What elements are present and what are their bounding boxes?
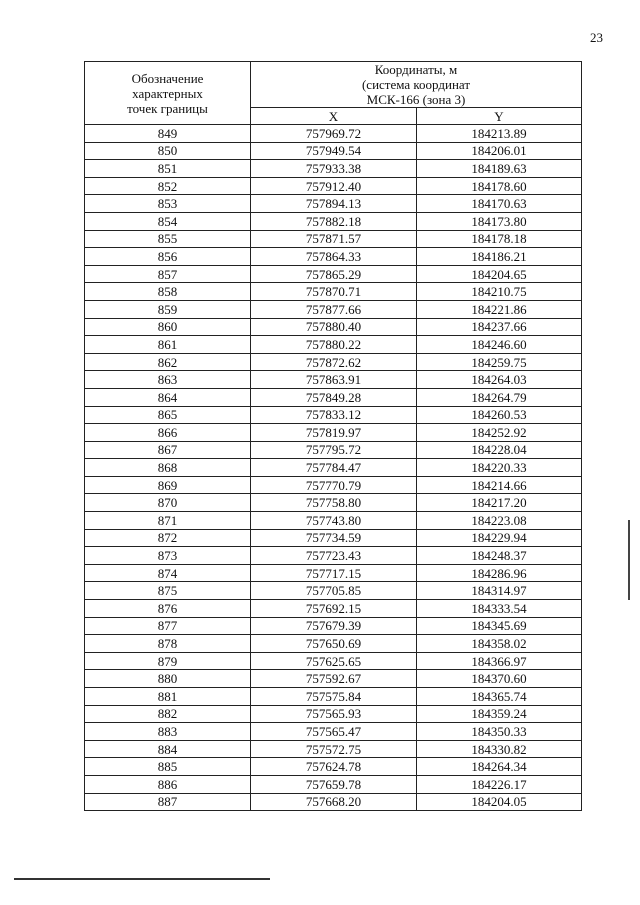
table-row	[85, 775, 582, 793]
table-row	[85, 652, 582, 670]
x-coordinate-cell: 757949.54	[251, 142, 417, 160]
y-coordinate-cell: 184314.97	[417, 582, 582, 600]
x-coordinate-cell: 757784.47	[251, 459, 417, 477]
y-coordinate-cell: 184264.34	[417, 758, 582, 776]
table-row	[85, 617, 582, 635]
table-row	[85, 494, 582, 512]
x-coordinate-cell: 757849.28	[251, 388, 417, 406]
point-cell: 857	[85, 265, 251, 283]
y-coordinate-cell: 184259.75	[417, 353, 582, 371]
table-row	[85, 476, 582, 494]
table-row	[85, 441, 582, 459]
table-row	[85, 582, 582, 600]
table-row	[85, 283, 582, 301]
x-coordinate-cell: 757565.47	[251, 723, 417, 741]
table-row	[85, 670, 582, 688]
x-coordinate-cell: 757770.79	[251, 476, 417, 494]
point-cell: 882	[85, 705, 251, 723]
x-coordinate-cell: 757758.80	[251, 494, 417, 512]
coordinates-header	[251, 62, 582, 108]
y-coordinate-cell: 184252.92	[417, 424, 582, 442]
table-row	[85, 635, 582, 653]
x-coordinate-cell: 757880.22	[251, 336, 417, 354]
x-coordinate-cell: 757572.75	[251, 740, 417, 758]
y-coordinate-cell: 184220.33	[417, 459, 582, 477]
point-cell: 868	[85, 459, 251, 477]
point-cell: 866	[85, 424, 251, 442]
table-row	[85, 248, 582, 266]
point-cell: 873	[85, 547, 251, 565]
y-coordinate-cell: 184173.80	[417, 212, 582, 230]
y-coordinate-cell: 184213.89	[417, 125, 582, 143]
y-coordinate-cell: 184206.01	[417, 142, 582, 160]
point-cell: 887	[85, 793, 251, 811]
table-row	[85, 125, 582, 143]
y-coordinate-cell: 184246.60	[417, 336, 582, 354]
x-coordinate-cell: 757795.72	[251, 441, 417, 459]
x-coordinate-cell: 757565.93	[251, 705, 417, 723]
x-coordinate-cell: 757659.78	[251, 775, 417, 793]
point-cell: 860	[85, 318, 251, 336]
point-cell: 852	[85, 177, 251, 195]
table-row	[85, 353, 582, 371]
table-row	[85, 265, 582, 283]
point-cell: 855	[85, 230, 251, 248]
x-coordinate-cell: 757734.59	[251, 529, 417, 547]
x-coordinate-cell: 757723.43	[251, 547, 417, 565]
y-coordinate-cell: 184350.33	[417, 723, 582, 741]
x-coordinate-cell: 757872.62	[251, 353, 417, 371]
x-coordinate-cell: 757870.71	[251, 283, 417, 301]
point-cell: 870	[85, 494, 251, 512]
point-cell: 880	[85, 670, 251, 688]
point-cell: 851	[85, 160, 251, 178]
x-coordinate-cell: 757882.18	[251, 212, 417, 230]
point-cell: 885	[85, 758, 251, 776]
x-coordinate-cell: 757894.13	[251, 195, 417, 213]
x-coordinate-cell: 757679.39	[251, 617, 417, 635]
point-cell: 850	[85, 142, 251, 160]
point-cell: 876	[85, 600, 251, 618]
coords-header-line-2: (система координат	[361, 77, 471, 92]
point-cell: 863	[85, 371, 251, 389]
table-row	[85, 160, 582, 178]
x-coordinate-cell: 757912.40	[251, 177, 417, 195]
point-cell: 861	[85, 336, 251, 354]
table-row	[85, 424, 582, 442]
x-coordinate-cell: 757819.97	[251, 424, 417, 442]
point-cell: 875	[85, 582, 251, 600]
point-cell: 865	[85, 406, 251, 424]
table-row	[85, 793, 582, 811]
coords-header-line-1: Координаты, м	[374, 62, 458, 77]
y-coordinate-cell: 184366.97	[417, 652, 582, 670]
table-row	[85, 318, 582, 336]
y-coordinate-cell: 184229.94	[417, 529, 582, 547]
y-coordinate-cell: 184359.24	[417, 705, 582, 723]
x-coordinate-cell: 757863.91	[251, 371, 417, 389]
x-coordinate-cell: 757877.66	[251, 300, 417, 318]
y-coordinate-cell: 184370.60	[417, 670, 582, 688]
y-coordinate-cell: 184178.60	[417, 177, 582, 195]
coordinates-table	[84, 61, 582, 811]
x-column-header: X	[251, 108, 417, 125]
page-number: 23	[590, 30, 603, 45]
table-row	[85, 564, 582, 582]
point-cell: 864	[85, 388, 251, 406]
table-row	[85, 177, 582, 195]
y-coordinate-cell: 184189.63	[417, 160, 582, 178]
table-row	[85, 336, 582, 354]
y-coordinate-cell: 184237.66	[417, 318, 582, 336]
y-column-header: Y	[417, 108, 582, 125]
margin-mark	[628, 520, 630, 600]
x-coordinate-cell: 757865.29	[251, 265, 417, 283]
footer-rule	[14, 878, 270, 880]
table-row	[85, 547, 582, 565]
x-coordinate-cell: 757717.15	[251, 564, 417, 582]
table-row	[85, 688, 582, 706]
point-cell: 874	[85, 564, 251, 582]
y-coordinate-cell: 184186.21	[417, 248, 582, 266]
point-cell: 856	[85, 248, 251, 266]
x-coordinate-cell: 757880.40	[251, 318, 417, 336]
y-coordinate-cell: 184217.20	[417, 494, 582, 512]
point-cell: 867	[85, 441, 251, 459]
header-row	[85, 62, 582, 108]
y-coordinate-cell: 184226.17	[417, 775, 582, 793]
y-coordinate-cell: 184221.86	[417, 300, 582, 318]
x-coordinate-cell: 757833.12	[251, 406, 417, 424]
point-cell: 858	[85, 283, 251, 301]
coords-header-line-3: МСК-166 (зона 3)	[366, 92, 466, 107]
x-coordinate-cell: 757692.15	[251, 600, 417, 618]
table-row	[85, 723, 582, 741]
table-row	[85, 600, 582, 618]
table-row	[85, 371, 582, 389]
y-coordinate-cell: 184228.04	[417, 441, 582, 459]
x-coordinate-cell: 757705.85	[251, 582, 417, 600]
point-cell: 884	[85, 740, 251, 758]
y-coordinate-cell: 184204.05	[417, 793, 582, 811]
table-row	[85, 459, 582, 477]
point-cell: 878	[85, 635, 251, 653]
point-cell: 879	[85, 652, 251, 670]
y-coordinate-cell: 184260.53	[417, 406, 582, 424]
x-coordinate-cell: 757592.67	[251, 670, 417, 688]
y-coordinate-cell: 184210.75	[417, 283, 582, 301]
point-cell: 854	[85, 212, 251, 230]
table-row	[85, 705, 582, 723]
point-cell: 869	[85, 476, 251, 494]
point-cell: 881	[85, 688, 251, 706]
y-coordinate-cell: 184214.66	[417, 476, 582, 494]
point-header-line-1: Обозначение	[131, 70, 204, 86]
y-coordinate-cell: 184178.18	[417, 230, 582, 248]
y-coordinate-cell: 184223.08	[417, 512, 582, 530]
table-row	[85, 230, 582, 248]
y-coordinate-cell: 184170.63	[417, 195, 582, 213]
point-cell: 872	[85, 529, 251, 547]
point-cell: 862	[85, 353, 251, 371]
point-header-line-3: точек границы	[127, 100, 208, 116]
y-coordinate-cell: 184358.02	[417, 635, 582, 653]
table-body	[85, 125, 582, 811]
y-coordinate-cell: 184330.82	[417, 740, 582, 758]
x-coordinate-cell: 757625.65	[251, 652, 417, 670]
x-coordinate-cell: 757933.38	[251, 160, 417, 178]
x-coordinate-cell: 757743.80	[251, 512, 417, 530]
table-row	[85, 758, 582, 776]
point-cell: 877	[85, 617, 251, 635]
table-row	[85, 388, 582, 406]
table-header	[85, 62, 582, 125]
point-designation-header	[85, 62, 251, 125]
point-header-line-2: характерных	[132, 85, 203, 101]
point-cell: 871	[85, 512, 251, 530]
point-cell: 886	[85, 775, 251, 793]
table-row	[85, 512, 582, 530]
y-coordinate-cell: 184264.79	[417, 388, 582, 406]
x-coordinate-cell: 757871.57	[251, 230, 417, 248]
table-row	[85, 142, 582, 160]
point-cell: 853	[85, 195, 251, 213]
point-cell: 849	[85, 125, 251, 143]
y-coordinate-cell: 184365.74	[417, 688, 582, 706]
y-coordinate-cell: 184333.54	[417, 600, 582, 618]
table-row	[85, 740, 582, 758]
table-row	[85, 529, 582, 547]
y-coordinate-cell: 184204.65	[417, 265, 582, 283]
table-row	[85, 195, 582, 213]
x-coordinate-cell: 757575.84	[251, 688, 417, 706]
table-row	[85, 212, 582, 230]
x-coordinate-cell: 757650.69	[251, 635, 417, 653]
x-coordinate-cell: 757969.72	[251, 125, 417, 143]
x-coordinate-cell: 757624.78	[251, 758, 417, 776]
x-coordinate-cell: 757668.20	[251, 793, 417, 811]
y-coordinate-cell: 184248.37	[417, 547, 582, 565]
point-cell: 859	[85, 300, 251, 318]
x-coordinate-cell: 757864.33	[251, 248, 417, 266]
y-coordinate-cell: 184286.96	[417, 564, 582, 582]
table-row	[85, 406, 582, 424]
table-row	[85, 300, 582, 318]
y-coordinate-cell: 184264.03	[417, 371, 582, 389]
y-coordinate-cell: 184345.69	[417, 617, 582, 635]
point-cell: 883	[85, 723, 251, 741]
